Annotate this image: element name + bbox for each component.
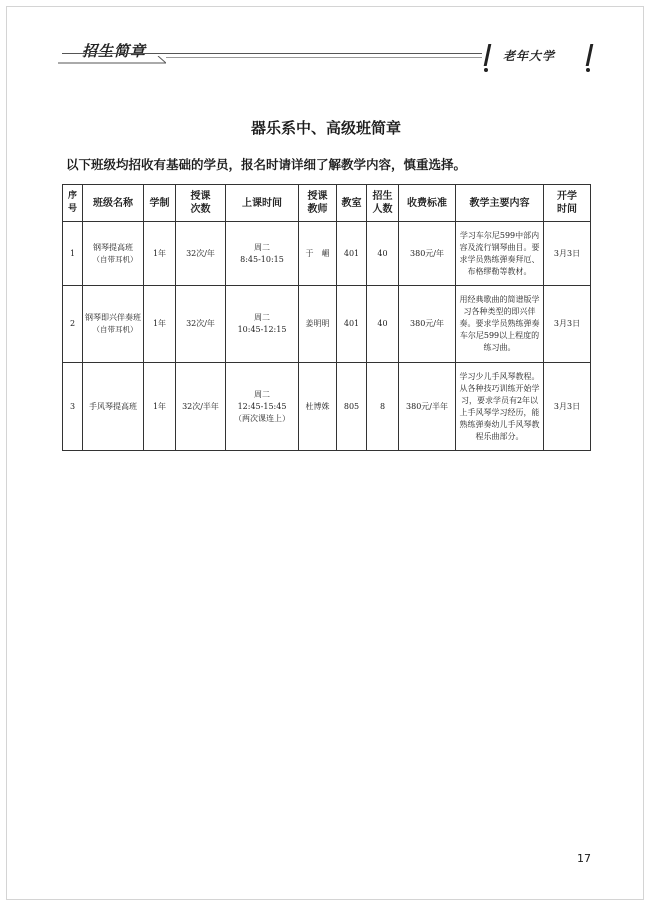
cell-start: 3月3日: [544, 286, 591, 363]
col-header-start: 开学时间: [544, 185, 591, 222]
cell-quota: 8: [367, 363, 399, 451]
table-row: [63, 286, 591, 363]
cell-content: 学习车尔尼599中部内容及流行钢琴曲目。要求学员熟练弹奏拜厄、布格缪勒等教材。: [456, 222, 544, 286]
cell-name: [83, 363, 144, 451]
cell-start: 3月3日: [544, 222, 591, 286]
cell-duration: 1年: [144, 286, 176, 363]
cell-start: 3月3日: [544, 363, 591, 451]
cell-teacher: 于 嵋: [299, 222, 337, 286]
section-header: 招生简章: [82, 42, 147, 60]
table-row: [63, 222, 591, 286]
class-note: （自带耳机）: [92, 325, 138, 334]
col-header-duration: 学制: [144, 185, 176, 222]
header-dot-right: [586, 68, 590, 72]
cell-teacher: 姜明明: [299, 286, 337, 363]
cell-sessions: 32次/年: [176, 286, 226, 363]
page-number: 17: [577, 852, 591, 865]
header-rule: [62, 53, 482, 54]
cell-quota: 40: [367, 222, 399, 286]
time-note: （两次课连上）: [234, 413, 290, 423]
header-slash-decoration: [58, 56, 166, 64]
cell-fee: 380元/年: [399, 222, 456, 286]
cell-room: 401: [337, 222, 367, 286]
cell-sessions: 32次/年: [176, 222, 226, 286]
time-hours: 8:45-10:15: [240, 254, 284, 264]
class-table: [62, 184, 591, 451]
cell-room: 401: [337, 286, 367, 363]
cell-duration: 1年: [144, 222, 176, 286]
cell-teacher: 杜博姝: [299, 363, 337, 451]
cell-name: [83, 286, 144, 363]
time-hours: 12:45-15:45: [237, 401, 287, 411]
class-name: 钢琴提高班: [93, 242, 133, 252]
cell-fee: 380元/年: [399, 286, 456, 363]
cell-name: [83, 222, 144, 286]
time-day: 周二: [254, 242, 270, 252]
class-note: （自带耳机）: [92, 254, 138, 264]
col-header-room: 教室: [337, 185, 367, 222]
cell-duration: 1年: [144, 363, 176, 451]
time-hours: 10:45-12:15: [237, 325, 287, 334]
page-title: 器乐系中、高级班简章: [250, 119, 401, 137]
header-rule-secondary: [166, 57, 482, 58]
page-border: [6, 6, 644, 900]
cell-time: [226, 363, 299, 451]
cell-content: 用经典歌曲的简谱版学习各种类型的即兴伴奏。要求学员熟练弹奏车尔尼599以上程度的练习曲。: [456, 286, 544, 363]
cell-sessions: 32次/半年: [176, 363, 226, 451]
table-row: [63, 363, 591, 451]
time-day: 周二: [254, 389, 270, 399]
school-name: 老年大学: [503, 49, 556, 63]
col-header-name: 班级名称: [83, 185, 144, 222]
col-header-time: 上课时间: [226, 185, 299, 222]
header-dot-left: [484, 68, 488, 72]
time-day: 周二: [254, 313, 270, 322]
table-header-row: [63, 185, 591, 222]
cell-room: 805: [337, 363, 367, 451]
cell-content: 学习少儿手风琴教程。从各种技巧训练开始学习，要求学员有2年以上手风琴学习经历，能熟练弹奏幼儿手风琴教程乐曲部分。: [456, 363, 544, 451]
col-header-sessions: 授课次数: [176, 185, 226, 222]
col-header-teacher: 授课教师: [299, 185, 337, 222]
col-header-content: 教学主要内容: [456, 185, 544, 222]
intro-text: 以下班级均招收有基础的学员，报名时请详细了解教学内容，慎重选择。: [66, 157, 467, 172]
col-header-quota: 招生人数: [367, 185, 399, 222]
cell-no: 1: [63, 222, 83, 286]
col-header-fee: 收费标准: [399, 185, 456, 222]
class-name: 钢琴即兴伴奏班: [85, 313, 141, 322]
cell-no: 3: [63, 363, 83, 451]
col-header-no: 序号: [63, 185, 83, 222]
cell-time: [226, 286, 299, 363]
cell-fee: 380元/半年: [399, 363, 456, 451]
class-name: 手风琴提高班: [89, 401, 137, 411]
cell-time: [226, 222, 299, 286]
cell-quota: 40: [367, 286, 399, 363]
cell-no: 2: [63, 286, 83, 363]
